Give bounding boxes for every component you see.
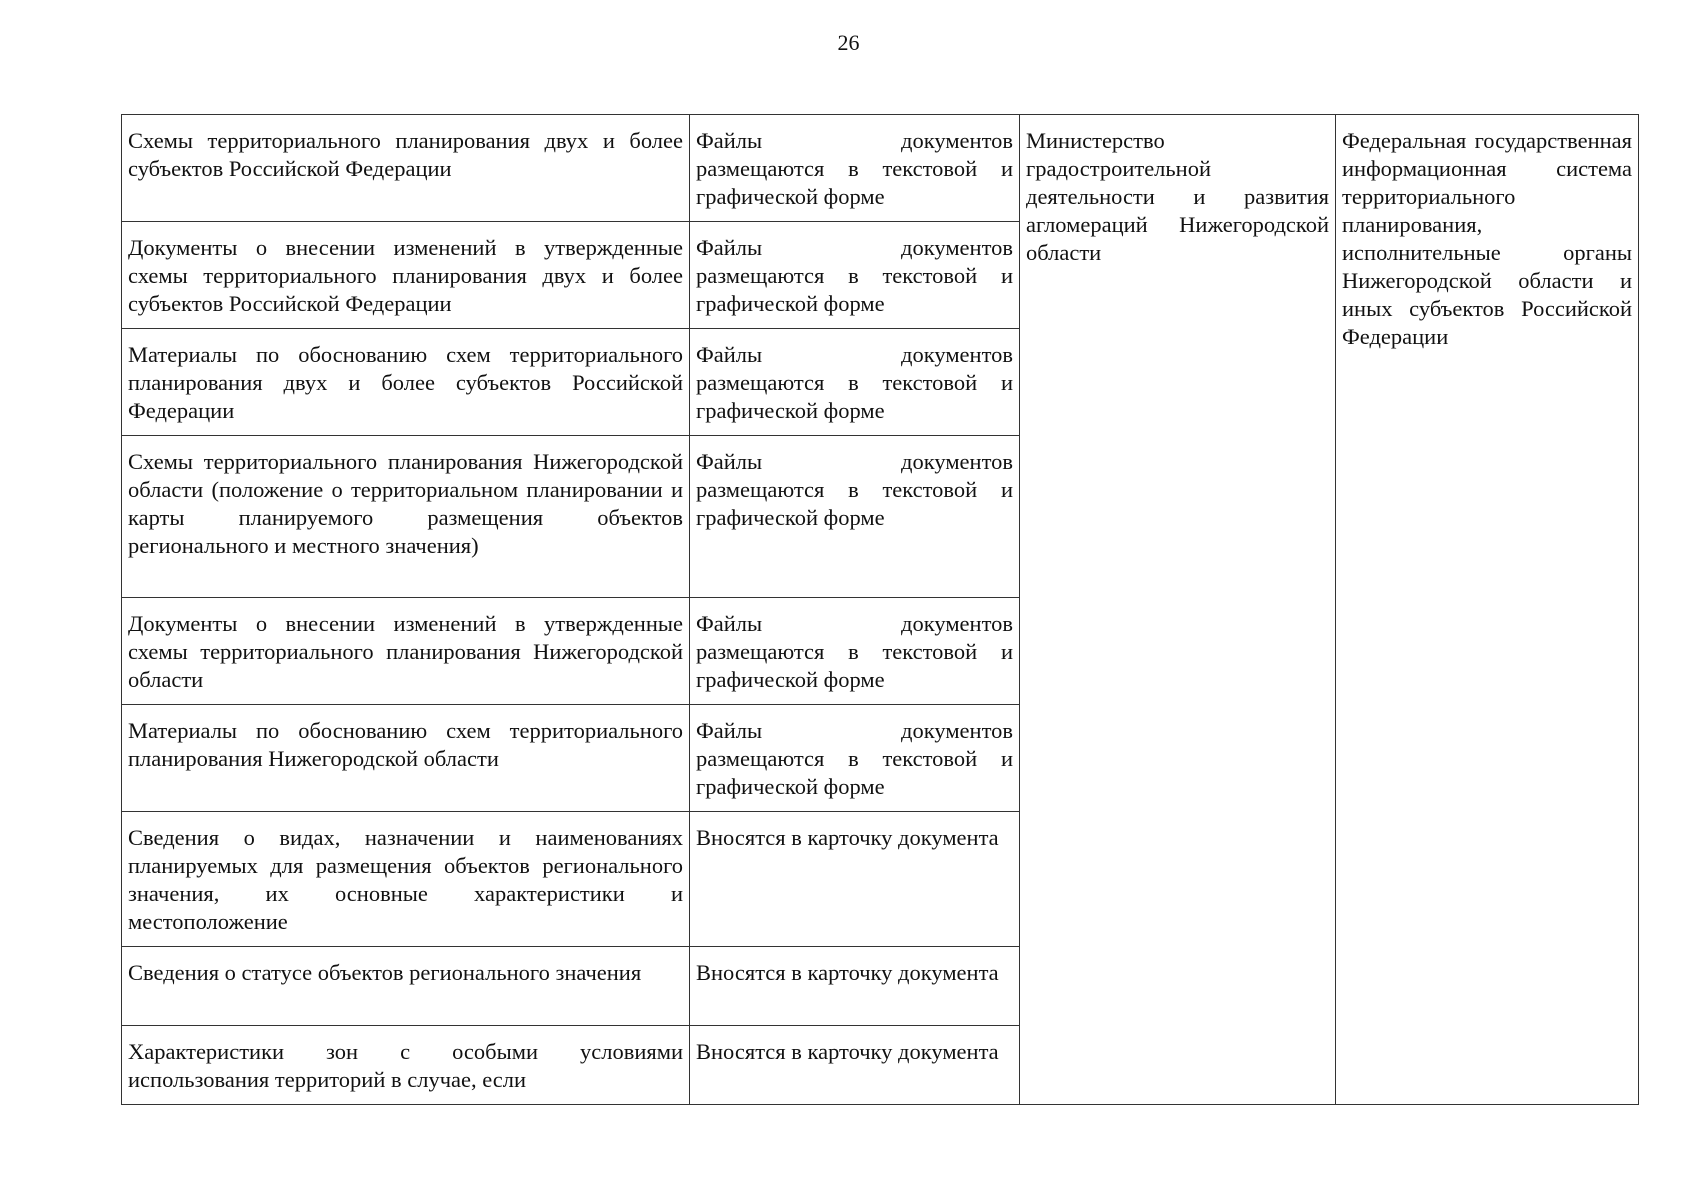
document-cell: Документы о внесении изменений в утвержденные схемы территориального планирования Нижегородской области: [122, 598, 690, 705]
form-cell: Вносятся в карточку документа: [690, 812, 1020, 947]
table-row: [122, 115, 1639, 222]
form-cell: Вносятся в карточку документа: [690, 1026, 1020, 1105]
page-number: 26: [837, 30, 860, 55]
document-cell: Материалы по обоснованию схем территориального планирования двух и более субъектов Российской Федерации: [122, 329, 690, 436]
document-cell: Документы о внесении изменений в утвержденные схемы территориального планирования двух и более субъектов Российской Федерации: [122, 222, 690, 329]
document-table: [121, 114, 1639, 1105]
form-cell: Файлы документов размещаются в текстовой и графической форме: [690, 329, 1020, 436]
document-cell: Схемы территориального планирования Нижегородской области (положение о территориальном планировании и карты планируемого размещения объектов регионального и местного значения): [122, 436, 690, 598]
form-cell: Файлы документов размещаются в текстовой и графической форме: [690, 115, 1020, 222]
document-cell: Сведения о статусе объектов регионального значения: [122, 947, 690, 1026]
document-cell: Характеристики зон с особыми условиями использования территорий в случае, если: [122, 1026, 690, 1105]
recipients-cell: Федеральная государственная информационная система территориального планирования, исполнительные органы Нижегородской области и иных субъектов Российской Федерации: [1336, 115, 1639, 1105]
form-cell: Файлы документов размещаются в текстовой и графической форме: [690, 222, 1020, 329]
responsible-cell: Министерство градостроительной деятельности и развития агломераций Нижегородской области: [1020, 115, 1336, 1105]
form-cell: Файлы документов размещаются в текстовой и графической форме: [690, 436, 1020, 598]
document-cell: Схемы территориального планирования двух и более субъектов Российской Федерации: [122, 115, 690, 222]
form-cell: Файлы документов размещаются в текстовой и графической форме: [690, 705, 1020, 812]
document-cell: Сведения о видах, назначении и наименованиях планируемых для размещения объектов регионального значения, их основные характеристики и местоположение: [122, 812, 690, 947]
document-cell: Материалы по обоснованию схем территориального планирования Нижегородской области: [122, 705, 690, 812]
form-cell: Вносятся в карточку документа: [690, 947, 1020, 1026]
form-cell: Файлы документов размещаются в текстовой и графической форме: [690, 598, 1020, 705]
